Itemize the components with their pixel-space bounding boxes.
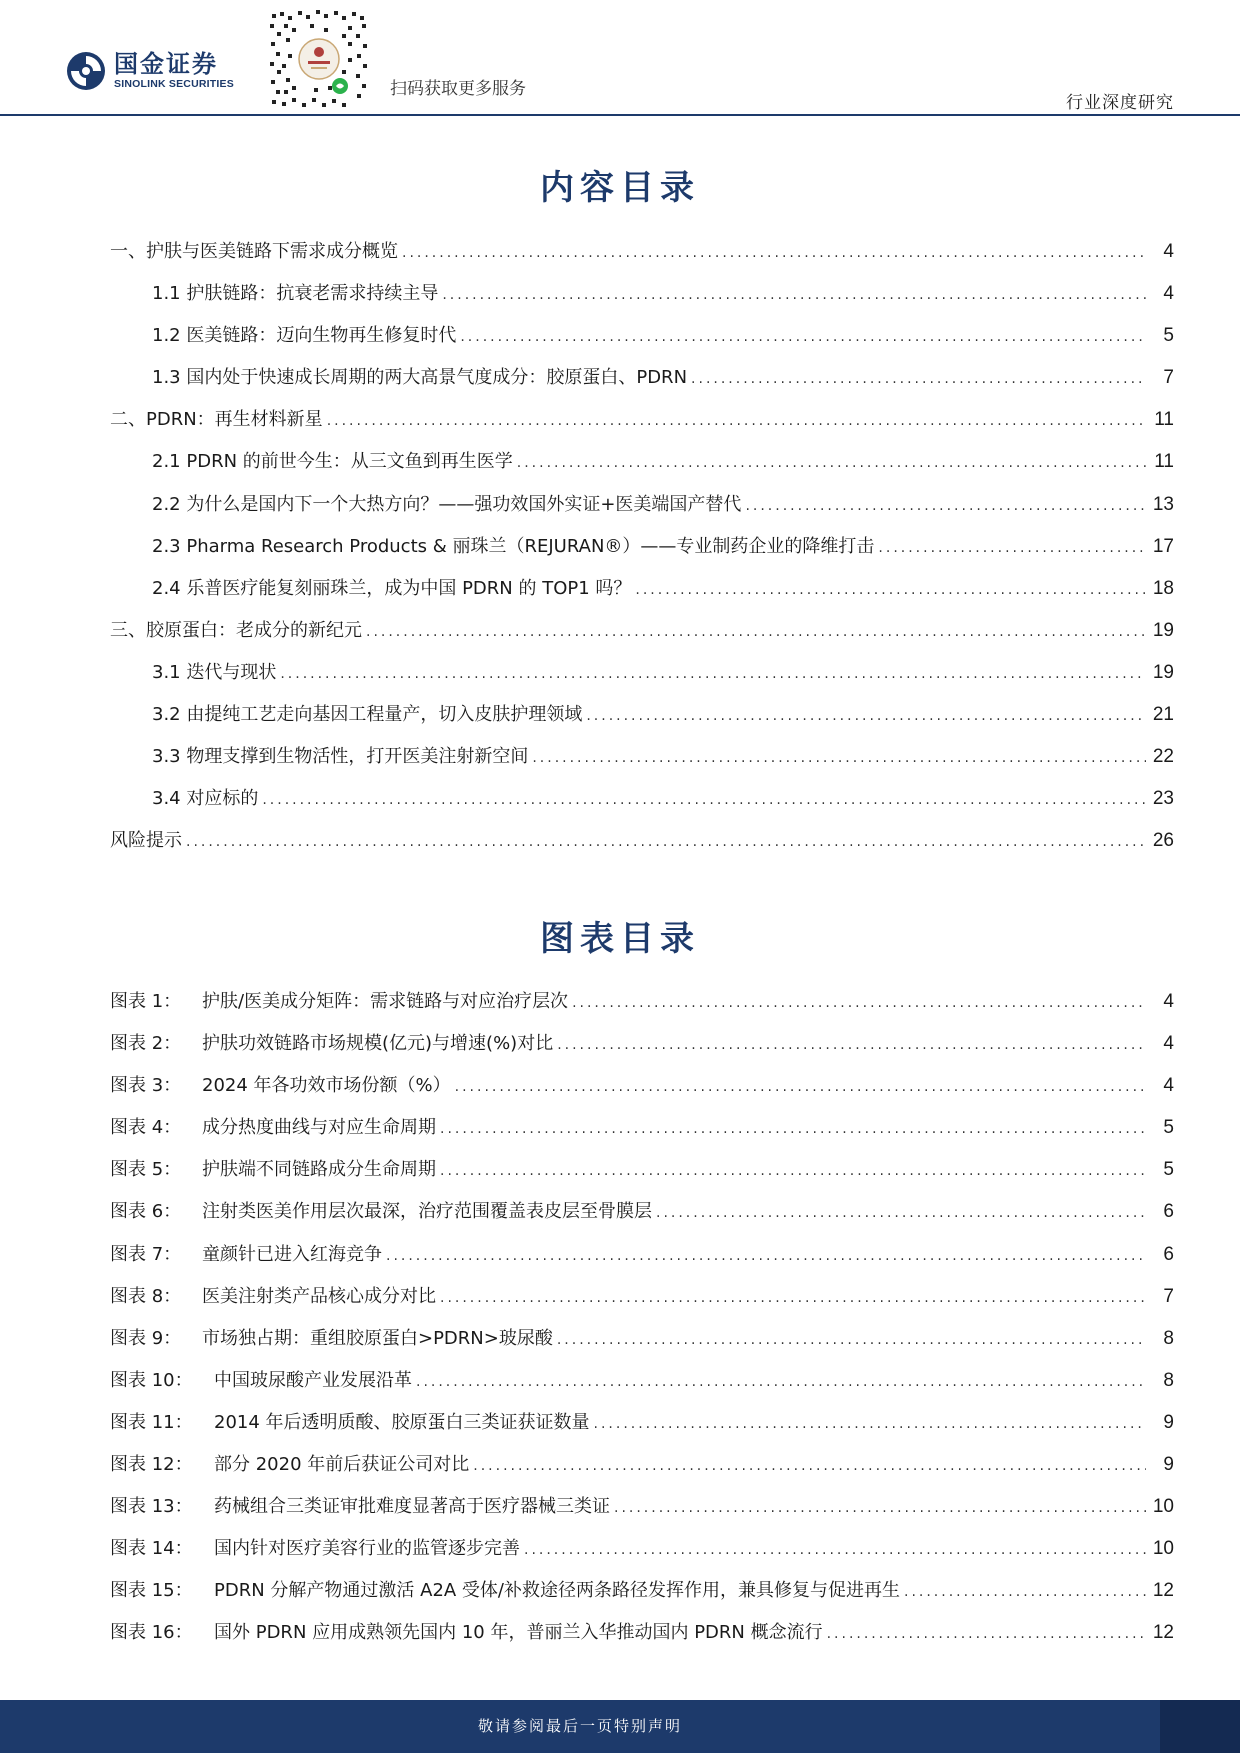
figure-entry-page: 7	[1163, 1285, 1174, 1307]
figure-number: 图表 15：	[110, 1580, 193, 1602]
toc-entry[interactable]	[110, 820, 1174, 862]
figure-caption: 注射类医美作用层次最深，治疗范围覆盖表皮层至骨膜层	[202, 1201, 652, 1223]
figure-caption: 医美注射类产品核心成分对比	[202, 1285, 436, 1307]
toc-entry-label[interactable]: 3.4 对应标的	[152, 788, 259, 810]
figure-number: 图表 14：	[110, 1538, 193, 1560]
figure-number: 图表 13：	[110, 1496, 193, 1518]
toc-leader-dots	[878, 527, 1146, 569]
figure-number: 图表 1：	[110, 991, 182, 1012]
figure-number: 图表 10：	[110, 1369, 193, 1391]
toc-entry-label[interactable]: 3.3 物理支撑到生物活性，打开医美注射新空间	[152, 746, 529, 768]
toc-entry-page: 26	[1152, 830, 1174, 852]
figure-number: 图表 3：	[110, 1075, 182, 1097]
figure-caption: 成分热度曲线与对应生命周期	[202, 1117, 436, 1139]
page-header	[0, 0, 1240, 116]
figure-number: 图表 8：	[110, 1285, 182, 1307]
figure-caption: 中国玻尿酸产业发展沿革	[214, 1369, 412, 1391]
figure-entry-label[interactable]	[110, 1023, 553, 1065]
toc-leader-dots	[366, 611, 1146, 653]
toc-list	[110, 231, 1174, 862]
toc-entry-label[interactable]: 2.3 Pharma Research Products & 丽珠兰（REJURAN®）——专业制药企业的降维打击	[152, 535, 875, 557]
toc-entry-page: 21	[1152, 704, 1174, 726]
figure-caption: 护肤/医美成分矩阵：需求链路与对应治疗层次	[202, 991, 569, 1012]
figure-entry-label[interactable]	[110, 1065, 451, 1107]
toc-entry-page: 11	[1154, 409, 1174, 431]
figure-entry[interactable]	[110, 1318, 1174, 1360]
toc-entry-page: 4	[1163, 241, 1174, 262]
figure-entry[interactable]	[110, 1444, 1174, 1486]
sinolink-logo	[66, 50, 234, 91]
figure-entry-label[interactable]	[110, 1570, 900, 1612]
figure-entry-page: 6	[1163, 1243, 1174, 1265]
figure-entry-label[interactable]	[110, 1318, 553, 1360]
logo-english-name: SINOLINK SECURITIES	[114, 78, 234, 90]
toc-entry-page: 19	[1152, 619, 1174, 641]
figure-number: 图表 5：	[110, 1159, 182, 1181]
figure-entry-label[interactable]	[110, 981, 568, 1023]
figure-number: 图表 2：	[110, 1033, 182, 1055]
figure-entry-label[interactable]	[110, 1234, 382, 1276]
figure-leader-dots	[473, 1445, 1146, 1487]
figure-entry[interactable]	[110, 1612, 1174, 1654]
toc-leader-dots	[327, 400, 1146, 442]
figure-entry-label[interactable]	[110, 1360, 412, 1402]
toc-entry-label[interactable]: 3.2 由提纯工艺走向基因工程量产，切入皮肤护理领域	[152, 704, 583, 726]
figure-entry-page: 12	[1152, 1580, 1174, 1602]
toc-entry[interactable]	[110, 610, 1174, 652]
toc-entry-label[interactable]: 三、胶原蛋白：老成分的新纪元	[110, 619, 362, 641]
figure-entry[interactable]	[110, 1528, 1174, 1570]
toc-entry[interactable]	[110, 736, 1174, 778]
toc-entry-page: 22	[1152, 746, 1174, 768]
toc-leader-dots	[635, 569, 1146, 611]
figure-entry[interactable]	[110, 1234, 1174, 1276]
report-type-label: 行业深度研究	[1066, 93, 1174, 113]
figure-number: 图表 12：	[110, 1454, 193, 1476]
figure-entry-page: 5	[1163, 1159, 1174, 1181]
figure-entry[interactable]	[110, 1065, 1174, 1107]
toc-entry-page: 19	[1152, 661, 1174, 683]
figure-leader-dots	[440, 1108, 1146, 1150]
figure-entry-page: 8	[1163, 1369, 1174, 1391]
toc-entry-page: 23	[1152, 788, 1174, 810]
toc-entry-page: 7	[1163, 367, 1174, 389]
figure-leader-dots	[557, 1319, 1146, 1361]
figure-leader-dots	[455, 1066, 1146, 1108]
figure-entry[interactable]	[110, 1402, 1174, 1444]
figure-caption: 2014 年后透明质酸、胶原蛋白三类证获证数量	[214, 1411, 590, 1433]
toc-leader-dots	[745, 485, 1146, 527]
figures-list	[110, 981, 1174, 1655]
toc-leader-dots	[517, 442, 1146, 484]
toc-entry[interactable]	[110, 652, 1174, 694]
figure-caption: PDRN 分解产物通过激活 A2A 受体/补救途径两条路径发挥作用，兼具修复与促进再生	[214, 1580, 900, 1602]
toc-leader-dots	[532, 737, 1146, 779]
toc-entry-page: 4	[1163, 283, 1174, 305]
toc-entry[interactable]	[110, 315, 1174, 357]
figure-caption: 护肤端不同链路成分生命周期	[202, 1159, 436, 1181]
figure-number: 图表 6：	[110, 1201, 182, 1223]
toc-leader-dots	[460, 316, 1146, 358]
figure-leader-dots	[656, 1192, 1146, 1234]
toc-entry-label[interactable]: 2.1 PDRN 的前世今生：从三文鱼到再生医学	[152, 451, 513, 473]
figure-caption: 部分 2020 年前后获证公司对比	[214, 1454, 470, 1476]
scan-prompt-text: 扫码获取更多服务	[390, 79, 526, 99]
figure-entry-label[interactable]	[110, 1107, 436, 1149]
figure-entry[interactable]	[110, 1360, 1174, 1402]
figure-entry-label[interactable]	[110, 1486, 610, 1528]
figure-leader-dots	[614, 1487, 1146, 1529]
figure-entry-label[interactable]	[110, 1528, 520, 1570]
toc-entry-page: 11	[1154, 451, 1174, 473]
toc-entry-label[interactable]: 二、PDRN：再生材料新星	[110, 409, 323, 431]
figure-entry[interactable]	[110, 1023, 1174, 1065]
figure-number: 图表 4：	[110, 1117, 182, 1139]
figure-leader-dots	[524, 1529, 1146, 1571]
toc-leader-dots	[280, 653, 1146, 695]
figure-entry-page: 4	[1163, 1033, 1174, 1055]
qr-code-icon	[268, 8, 370, 110]
toc-entry-label[interactable]: 1.2 医美链路：迈向生物再生修复时代	[152, 325, 457, 347]
toc-entry[interactable]	[110, 231, 1174, 273]
figure-leader-dots	[594, 1403, 1146, 1445]
toc-entry-label[interactable]: 2.4 乐普医疗能复刻丽珠兰，成为中国 PDRN 的 TOP1 吗？	[152, 577, 632, 599]
figures-title: 图表目录	[540, 919, 700, 959]
figure-caption: 国内针对医疗美容行业的监管逐步完善	[214, 1538, 520, 1560]
figure-entry-page: 10	[1152, 1538, 1174, 1560]
toc-leader-dots	[402, 232, 1146, 274]
figure-leader-dots	[416, 1361, 1146, 1403]
toc-entry[interactable]	[110, 399, 1174, 441]
figure-number: 图表 16：	[110, 1622, 193, 1644]
footer-disclaimer: 敬请参阅最后一页特别声明	[477, 1717, 682, 1735]
toc-leader-dots	[586, 695, 1146, 737]
figure-entry[interactable]	[110, 1486, 1174, 1528]
toc-entry-label[interactable]: 风险提示	[110, 830, 182, 852]
toc-entry-page: 13	[1152, 493, 1174, 515]
page-footer	[0, 1700, 1240, 1753]
toc-entry[interactable]	[110, 694, 1174, 736]
toc-leader-dots	[262, 779, 1146, 821]
figure-entry[interactable]	[110, 1570, 1174, 1612]
toc-entry-label[interactable]: 1.1 护肤链路：抗衰老需求持续主导	[152, 283, 439, 305]
figure-number: 图表 9：	[110, 1327, 182, 1349]
figure-leader-dots	[440, 1277, 1146, 1319]
figure-caption: 药械组合三类证审批难度显著高于医疗器械三类证	[214, 1496, 610, 1518]
figure-number: 图表 11：	[110, 1411, 193, 1433]
logo-chinese-name: 国金证券	[114, 50, 218, 78]
figure-entry-page: 10	[1152, 1496, 1174, 1518]
figure-entry-page: 12	[1152, 1622, 1174, 1644]
figure-caption: 市场独占期：重组胶原蛋白>PDRN>玻尿酸	[202, 1327, 553, 1349]
figure-leader-dots	[440, 1150, 1146, 1192]
figure-leader-dots	[904, 1571, 1146, 1613]
figure-caption: 2024 年各功效市场份额（%）	[202, 1075, 451, 1097]
footer-accent-block	[1160, 1700, 1240, 1753]
figure-entry-label[interactable]	[110, 1402, 590, 1444]
toc-entry[interactable]	[110, 778, 1174, 820]
toc-entry-page: 5	[1163, 325, 1174, 347]
figure-caption: 护肤功效链路市场规模(亿元)与增速(%)对比	[202, 1033, 554, 1055]
toc-entry-label[interactable]: 2.2 为什么是国内下一个大热方向？——强功效国外实证+医美端国产替代	[152, 493, 742, 515]
figure-entry-page: 4	[1163, 1075, 1174, 1097]
figure-leader-dots	[827, 1613, 1146, 1655]
toc-leader-dots	[691, 358, 1146, 400]
toc-entry[interactable]	[110, 441, 1174, 483]
toc-entry-label[interactable]: 3.1 迭代与现状	[152, 661, 277, 683]
figure-entry-page: 9	[1163, 1411, 1174, 1433]
toc-entry[interactable]	[110, 357, 1174, 399]
toc-title: 内容目录	[540, 168, 700, 208]
figure-entry-page: 8	[1163, 1327, 1174, 1349]
toc-entry[interactable]	[110, 484, 1174, 526]
toc-entry-label[interactable]: 一、护肤与医美链路下需求成分概览	[110, 241, 398, 262]
figure-entry-page: 6	[1163, 1201, 1174, 1223]
toc-entry-page: 17	[1152, 535, 1174, 557]
figure-leader-dots	[386, 1235, 1146, 1277]
figure-entry-label[interactable]	[110, 1191, 652, 1233]
figure-number: 图表 7：	[110, 1243, 182, 1265]
figure-leader-dots	[572, 982, 1146, 1024]
figure-entry[interactable]	[110, 1191, 1174, 1233]
header-divider	[0, 114, 1240, 116]
figure-leader-dots	[557, 1024, 1146, 1066]
toc-entry[interactable]	[110, 568, 1174, 610]
toc-entry-page: 18	[1152, 577, 1174, 599]
figure-entry-page: 5	[1163, 1117, 1174, 1139]
figure-entry-page: 9	[1163, 1454, 1174, 1476]
toc-entry-label[interactable]: 1.3 国内处于快速成长周期的两大高景气度成分：胶原蛋白、PDRN	[152, 367, 688, 389]
figure-entry[interactable]	[110, 981, 1174, 1023]
figure-entry-label[interactable]	[110, 1149, 436, 1191]
sinolink-logo-icon	[66, 51, 106, 91]
figure-entry-label[interactable]	[110, 1612, 823, 1654]
toc-leader-dots	[442, 274, 1146, 316]
figure-caption: 童颜针已进入红海竞争	[202, 1243, 382, 1265]
figure-entry-page: 4	[1163, 991, 1174, 1012]
toc-leader-dots	[186, 821, 1146, 863]
figure-entry[interactable]	[110, 1107, 1174, 1149]
figure-caption: 国外 PDRN 应用成熟领先国内 10 年，普丽兰入华推动国内 PDRN 概念流行	[214, 1622, 823, 1644]
figure-entry-label[interactable]	[110, 1276, 436, 1318]
figure-entry[interactable]	[110, 1149, 1174, 1191]
figure-entry[interactable]	[110, 1276, 1174, 1318]
toc-entry[interactable]	[110, 273, 1174, 315]
toc-entry[interactable]	[110, 526, 1174, 568]
figure-entry-label[interactable]	[110, 1444, 469, 1486]
